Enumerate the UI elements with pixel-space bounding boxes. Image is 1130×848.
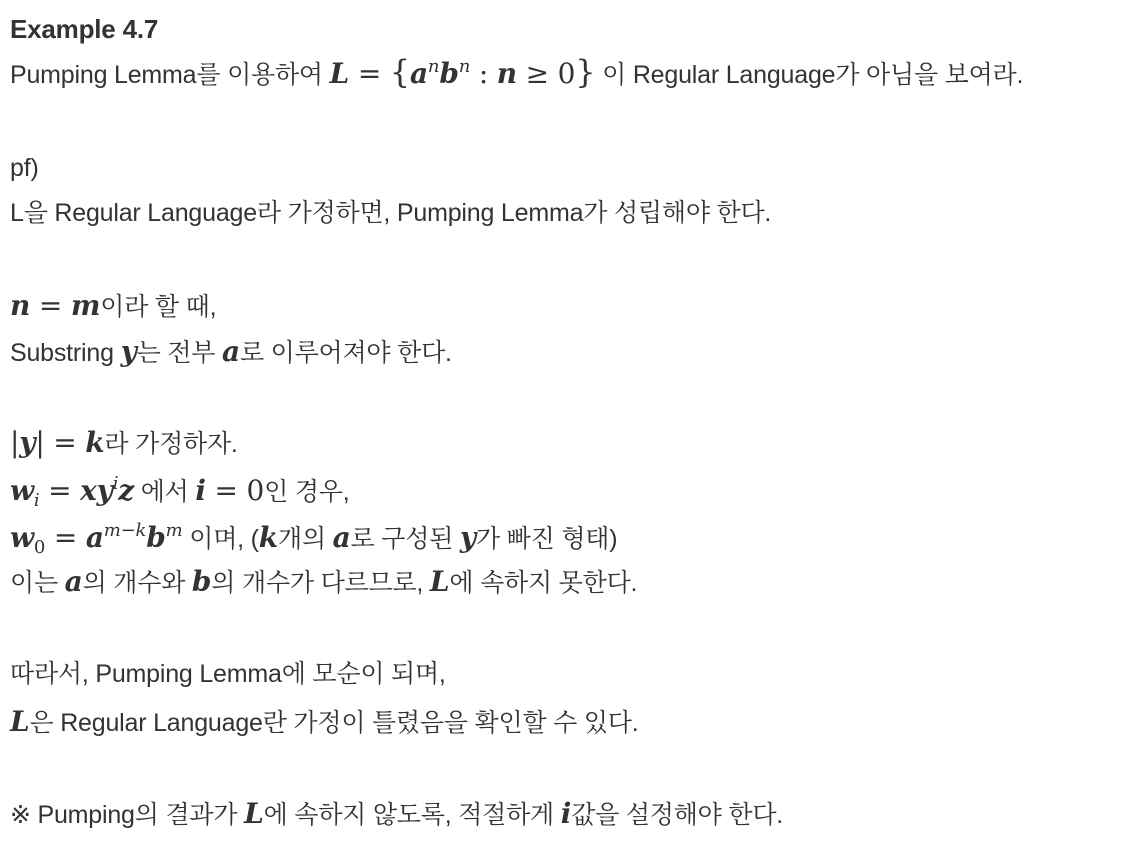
proof-label: pf) [10,154,39,182]
contradiction-line: 따라서, Pumping Lemma에 모순이 되며, [10,660,446,688]
count-differ-line: 이는 a의 개수와 b의 개수가 다르므로, L에 속하지 못한다. [10,565,638,598]
n-equals-m-line: n = m이라 할 때, [10,289,217,322]
conclusion-line: L은 Regular Language란 가정이 틀렸음을 확인할 수 있다. [10,705,639,738]
problem-statement: Pumping Lemma를 이용하여 $L = \{a^nb^n$ : n ≥ 0} 이 Regular Language가 아님을 보여라. [10,53,1024,91]
substring-line: Substring y는 전부 a로 이루어져야 한다. [10,335,452,368]
note-line: ※ Pumping의 결과가 L에 속하지 않도록, 적절하게 i값을 설정해야 한다. [10,797,784,830]
w0-line: $w_0 = a^{m-k}b^m$ 이며, (k개의 a로 구성된 y가 빠진 형태) [10,520,618,558]
assumption-line: L을 Regular Language라 가정하면, Pumping Lemma가 성립해야 한다. [10,199,772,227]
wi-line: $w_i = xy^iz$ 에서 i = 0인 경우, [10,473,350,511]
example-title: Example 4.7 [10,14,159,44]
y-length-line: |y| = k라 가정하자. [10,426,238,459]
